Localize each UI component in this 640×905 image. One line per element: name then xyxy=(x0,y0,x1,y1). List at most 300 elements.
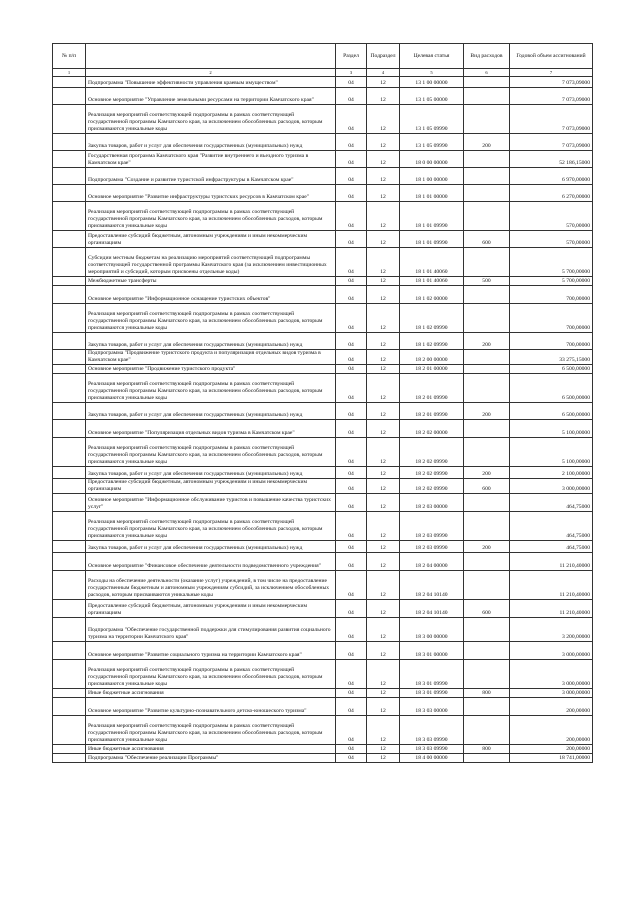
table-row xyxy=(53,364,593,373)
cell-expense-type xyxy=(464,350,510,365)
cell-target-article: 18 2 04 00000 xyxy=(400,552,464,570)
cell-section: 04 xyxy=(336,641,367,659)
cell-section: 04 xyxy=(336,552,367,570)
cell-name: Расходы на обеспечение деятельности (оказание услуг) учреждений, в том числе на предоставление государственным бюджетным и автономным учреждениям субсидий, за исключением обособленных расходов, которым присваиваются уникальные коды xyxy=(86,570,336,599)
header-expense-type: Вид расходов xyxy=(464,44,510,69)
cell-expense-type: 600 xyxy=(464,231,510,248)
cell-expense-type: 200 xyxy=(464,540,510,552)
table-row xyxy=(53,350,593,365)
cell-number xyxy=(53,105,86,134)
cell-name: Основное мероприятие "Финансовое обеспечение деятельности подведомственного учреждения" xyxy=(86,552,336,570)
cell-subsection: 12 xyxy=(367,753,400,762)
cell-expense-type xyxy=(464,659,510,688)
cell-annual-sum: 700,00000 xyxy=(510,286,593,304)
cell-target-article: 18 3 01 09990 xyxy=(400,659,464,688)
cell-target-article: 13 1 05 09990 xyxy=(400,134,464,151)
cell-annual-sum: 3 000,00000 xyxy=(510,688,593,697)
cell-subsection: 12 xyxy=(367,419,400,437)
cell-annual-sum: 200,00000 xyxy=(510,744,593,753)
cell-number xyxy=(53,77,86,88)
cell-target-article: 18 1 02 09990 xyxy=(400,304,464,333)
cell-annual-sum: 2 100,00000 xyxy=(510,466,593,478)
table-row xyxy=(53,185,593,202)
cell-subsection: 12 xyxy=(367,570,400,599)
cell-number xyxy=(53,286,86,304)
table-row xyxy=(53,466,593,478)
cell-subsection: 12 xyxy=(367,599,400,617)
column-number: 1 xyxy=(53,69,86,77)
cell-subsection: 12 xyxy=(367,77,400,88)
cell-target-article: 18 2 01 09990 xyxy=(400,402,464,419)
cell-annual-sum: 3 200,00000 xyxy=(510,617,593,641)
cell-name: Подпрограмма "Создание и развитие туристской инфраструктуры в Камчатском крае" xyxy=(86,168,336,185)
cell-annual-sum: 464,75000 xyxy=(510,493,593,511)
cell-section: 04 xyxy=(336,437,367,466)
cell-name: Реализация мероприятий соответствующей подпрограммы в рамках соответствующей государственной программы Камчатского края, за исключением обособленных расходов, которым присваиваются уникальные коды xyxy=(86,715,336,744)
cell-number xyxy=(53,88,86,105)
table-row xyxy=(53,286,593,304)
cell-section: 04 xyxy=(336,688,367,697)
table-row xyxy=(53,659,593,688)
table-row xyxy=(53,478,593,493)
cell-annual-sum: 200,00000 xyxy=(510,697,593,715)
cell-section: 04 xyxy=(336,248,367,277)
cell-subsection: 12 xyxy=(367,350,400,365)
cell-section: 04 xyxy=(336,744,367,753)
cell-expense-type xyxy=(464,248,510,277)
cell-subsection: 12 xyxy=(367,659,400,688)
cell-target-article: 13 1 05 00000 xyxy=(400,88,464,105)
cell-number xyxy=(53,185,86,202)
cell-section: 04 xyxy=(336,466,367,478)
cell-subsection: 12 xyxy=(367,697,400,715)
cell-number xyxy=(53,552,86,570)
cell-expense-type xyxy=(464,364,510,373)
cell-name: Предоставление субсидий бюджетным, автономным учреждениям и иным некоммерческим организациям xyxy=(86,478,336,493)
table-row xyxy=(53,373,593,402)
table-row xyxy=(53,168,593,185)
cell-section: 04 xyxy=(336,333,367,350)
cell-annual-sum: 464,75000 xyxy=(510,511,593,540)
cell-section: 04 xyxy=(336,540,367,552)
cell-number xyxy=(53,151,86,168)
cell-section: 04 xyxy=(336,231,367,248)
cell-name: Подпрограмма "Обеспечение государственной поддержки для стимулирования развития социального туризма на территории Камчатского края" xyxy=(86,617,336,641)
header-subsection: Подраздел xyxy=(367,44,400,69)
cell-target-article: 18 3 03 00000 xyxy=(400,697,464,715)
cell-number xyxy=(53,231,86,248)
table-row xyxy=(53,511,593,540)
cell-subsection: 12 xyxy=(367,105,400,134)
cell-name: Иные бюджетные ассигнования xyxy=(86,744,336,753)
cell-section: 04 xyxy=(336,134,367,151)
table-row xyxy=(53,697,593,715)
cell-subsection: 12 xyxy=(367,437,400,466)
cell-subsection: 12 xyxy=(367,617,400,641)
cell-name: Закупка товаров, работ и услуг для обеспечения государственных (муниципальных) нужд xyxy=(86,466,336,478)
table-row xyxy=(53,402,593,419)
cell-expense-type xyxy=(464,753,510,762)
cell-subsection: 12 xyxy=(367,134,400,151)
cell-subsection: 12 xyxy=(367,552,400,570)
cell-subsection: 12 xyxy=(367,540,400,552)
cell-name: Иные бюджетные ассигнования xyxy=(86,688,336,697)
cell-subsection: 12 xyxy=(367,277,400,286)
cell-target-article: 18 0 00 00000 xyxy=(400,151,464,168)
cell-number xyxy=(53,715,86,744)
cell-subsection: 12 xyxy=(367,248,400,277)
table-header xyxy=(53,44,593,77)
cell-expense-type xyxy=(464,185,510,202)
budget-table xyxy=(52,43,593,763)
cell-number xyxy=(53,373,86,402)
cell-number xyxy=(53,304,86,333)
cell-number xyxy=(53,350,86,365)
cell-number xyxy=(53,419,86,437)
column-number: 6 xyxy=(464,69,510,77)
cell-number xyxy=(53,478,86,493)
header-name xyxy=(86,44,336,69)
cell-section: 04 xyxy=(336,88,367,105)
cell-number xyxy=(53,168,86,185)
cell-number xyxy=(53,437,86,466)
table-row xyxy=(53,277,593,286)
cell-name: Реализация мероприятий соответствующей подпрограммы в рамках соответствующей государственной программы Камчатского края, за исключением обособленных расходов, которым присваиваются уникальные коды xyxy=(86,373,336,402)
cell-name: Реализация мероприятий соответствующей подпрограммы в рамках соответствующей государственной программы Камчатского края, за исключением обособленных расходов, которым присваиваются уникальные коды xyxy=(86,437,336,466)
cell-section: 04 xyxy=(336,511,367,540)
table-row xyxy=(53,570,593,599)
cell-name: Закупка товаров, работ и услуг для обеспечения государственных (муниципальных) нужд xyxy=(86,134,336,151)
cell-annual-sum: 11 210,40000 xyxy=(510,599,593,617)
cell-subsection: 12 xyxy=(367,304,400,333)
cell-target-article: 18 1 02 00000 xyxy=(400,286,464,304)
column-number: 2 xyxy=(86,69,336,77)
cell-subsection: 12 xyxy=(367,402,400,419)
cell-name: Закупка товаров, работ и услуг для обеспечения государственных (муниципальных) нужд xyxy=(86,402,336,419)
cell-annual-sum: 7 073,09000 xyxy=(510,105,593,134)
cell-name: Основное мероприятие "Развитие инфраструктуры туристских ресурсов в Камчатском крае" xyxy=(86,185,336,202)
table-row xyxy=(53,715,593,744)
cell-expense-type: 800 xyxy=(464,688,510,697)
table-row xyxy=(53,231,593,248)
cell-annual-sum: 6 970,00000 xyxy=(510,168,593,185)
cell-name: Закупка товаров, работ и услуг для обеспечения государственных (муниципальных) нужд xyxy=(86,333,336,350)
cell-target-article: 18 1 01 09990 xyxy=(400,231,464,248)
cell-target-article: 18 3 03 09990 xyxy=(400,715,464,744)
cell-subsection: 12 xyxy=(367,493,400,511)
table-row xyxy=(53,641,593,659)
cell-number xyxy=(53,617,86,641)
cell-name: Основное мероприятие "Развитие социального туризма на территории Камчатского края" xyxy=(86,641,336,659)
cell-number xyxy=(53,402,86,419)
table-row xyxy=(53,437,593,466)
cell-expense-type xyxy=(464,419,510,437)
table-row xyxy=(53,540,593,552)
cell-number xyxy=(53,599,86,617)
table-row xyxy=(53,753,593,762)
cell-number xyxy=(53,641,86,659)
cell-subsection: 12 xyxy=(367,641,400,659)
cell-annual-sum: 5 100,00000 xyxy=(510,437,593,466)
cell-target-article: 18 2 04 10140 xyxy=(400,570,464,599)
cell-annual-sum: 11 210,40000 xyxy=(510,552,593,570)
cell-subsection: 12 xyxy=(367,168,400,185)
cell-name: Предоставление субсидий бюджетным, автономным учреждениям и иным некоммерческим организациям xyxy=(86,231,336,248)
cell-number xyxy=(53,744,86,753)
cell-name: Реализация мероприятий соответствующей подпрограммы в рамках соответствующей государственной программы Камчатского края, за исключением обособленных расходов, которым присваиваются уникальные коды xyxy=(86,105,336,134)
cell-target-article: 18 1 01 40060 xyxy=(400,277,464,286)
cell-target-article: 18 3 03 09990 xyxy=(400,744,464,753)
cell-name: Основное мероприятие "Управление земельными ресурсами на территории Камчатского края" xyxy=(86,88,336,105)
cell-section: 04 xyxy=(336,277,367,286)
cell-annual-sum: 7 073,09000 xyxy=(510,134,593,151)
table-row xyxy=(53,202,593,231)
cell-name: Подпрограмма "Продвижение туристского продукта и популяризация отдельных видов туризма в Камчатском крае" xyxy=(86,350,336,365)
cell-subsection: 12 xyxy=(367,151,400,168)
cell-expense-type xyxy=(464,151,510,168)
cell-name: Основное мероприятие "Развитие культурно-познавательного детско-юношеского туризма" xyxy=(86,697,336,715)
cell-subsection: 12 xyxy=(367,688,400,697)
cell-name: Реализация мероприятий соответствующей подпрограммы в рамках соответствующей государственной программы Камчатского края, за исключением обособленных расходов, которым присваиваются уникальные коды xyxy=(86,202,336,231)
cell-number xyxy=(53,134,86,151)
cell-expense-type xyxy=(464,304,510,333)
cell-expense-type xyxy=(464,77,510,88)
cell-section: 04 xyxy=(336,168,367,185)
cell-annual-sum: 52 186,15000 xyxy=(510,151,593,168)
cell-annual-sum: 7 073,09000 xyxy=(510,88,593,105)
cell-name: Основное мероприятие "Информационное оснащение туристских объектов" xyxy=(86,286,336,304)
cell-subsection: 12 xyxy=(367,185,400,202)
cell-target-article: 13 1 00 00000 xyxy=(400,77,464,88)
cell-subsection: 12 xyxy=(367,466,400,478)
cell-name: Межбюджетные трансферты xyxy=(86,277,336,286)
column-number: 7 xyxy=(510,69,593,77)
cell-annual-sum: 6 270,00000 xyxy=(510,185,593,202)
cell-annual-sum: 6 500,00000 xyxy=(510,364,593,373)
cell-name: Предоставление субсидий бюджетным, автономным учреждениям и иным некоммерческим организациям xyxy=(86,599,336,617)
cell-target-article: 18 2 01 09990 xyxy=(400,373,464,402)
cell-subsection: 12 xyxy=(367,744,400,753)
cell-number xyxy=(53,753,86,762)
cell-target-article: 18 1 02 09990 xyxy=(400,333,464,350)
cell-expense-type xyxy=(464,373,510,402)
cell-target-article: 18 1 01 09990 xyxy=(400,202,464,231)
cell-section: 04 xyxy=(336,753,367,762)
cell-annual-sum: 5 700,00000 xyxy=(510,248,593,277)
cell-number xyxy=(53,688,86,697)
cell-annual-sum: 700,00000 xyxy=(510,333,593,350)
cell-target-article: 18 2 02 09990 xyxy=(400,437,464,466)
cell-target-article: 18 1 01 40060 xyxy=(400,248,464,277)
table-row xyxy=(53,419,593,437)
cell-annual-sum: 33 275,15000 xyxy=(510,350,593,365)
header-section: Раздел xyxy=(336,44,367,69)
cell-target-article: 18 2 02 00000 xyxy=(400,419,464,437)
cell-expense-type xyxy=(464,286,510,304)
cell-number xyxy=(53,570,86,599)
cell-expense-type: 800 xyxy=(464,744,510,753)
cell-number xyxy=(53,364,86,373)
cell-target-article: 18 1 01 00000 xyxy=(400,185,464,202)
cell-section: 04 xyxy=(336,617,367,641)
cell-section: 04 xyxy=(336,373,367,402)
cell-section: 04 xyxy=(336,286,367,304)
column-number: 5 xyxy=(400,69,464,77)
cell-subsection: 12 xyxy=(367,364,400,373)
cell-section: 04 xyxy=(336,599,367,617)
cell-expense-type xyxy=(464,617,510,641)
cell-name: Реализация мероприятий соответствующей подпрограммы в рамках соответствующей государственной программы Камчатского края, за исключением обособленных расходов, которым присваиваются уникальные коды xyxy=(86,511,336,540)
table-row xyxy=(53,134,593,151)
cell-target-article: 18 3 01 00000 xyxy=(400,641,464,659)
cell-expense-type xyxy=(464,493,510,511)
cell-subsection: 12 xyxy=(367,333,400,350)
cell-target-article: 18 2 01 00000 xyxy=(400,364,464,373)
cell-section: 04 xyxy=(336,364,367,373)
cell-target-article: 18 2 00 00000 xyxy=(400,350,464,365)
cell-annual-sum: 5 700,00000 xyxy=(510,277,593,286)
table-row xyxy=(53,744,593,753)
cell-subsection: 12 xyxy=(367,715,400,744)
cell-number xyxy=(53,466,86,478)
cell-expense-type xyxy=(464,437,510,466)
cell-number xyxy=(53,540,86,552)
cell-expense-type xyxy=(464,570,510,599)
cell-annual-sum: 570,00000 xyxy=(510,202,593,231)
cell-section: 04 xyxy=(336,659,367,688)
cell-annual-sum: 3 000,00000 xyxy=(510,641,593,659)
cell-annual-sum: 18 741,00000 xyxy=(510,753,593,762)
cell-section: 04 xyxy=(336,402,367,419)
cell-target-article: 18 3 01 09990 xyxy=(400,688,464,697)
cell-expense-type xyxy=(464,697,510,715)
cell-target-article: 18 2 02 09990 xyxy=(400,466,464,478)
header-no: № п/п xyxy=(53,44,86,69)
cell-annual-sum: 6 500,00000 xyxy=(510,373,593,402)
cell-expense-type: 600 xyxy=(464,478,510,493)
cell-name: Субсидии местным бюджетам на реализацию мероприятий соответствующей подпрограммы соответствующей государственной программы Камчатского края (за исключением инвестиционных мероприятий и субсидий, которым присвоены отдельные коды) xyxy=(86,248,336,277)
cell-expense-type: 200 xyxy=(464,402,510,419)
table-row xyxy=(53,617,593,641)
cell-name: Реализация мероприятий соответствующей подпрограммы в рамках соответствующей государственной программы Камчатского края, за исключением обособленных расходов, которым присваиваются уникальные коды xyxy=(86,659,336,688)
cell-subsection: 12 xyxy=(367,373,400,402)
cell-section: 04 xyxy=(336,715,367,744)
cell-number xyxy=(53,659,86,688)
table-row xyxy=(53,552,593,570)
table-body xyxy=(53,77,593,763)
cell-name: Государственная программа Камчатского края "Развитие внутреннего и въездного туризма в Камчатском крае" xyxy=(86,151,336,168)
cell-subsection: 12 xyxy=(367,231,400,248)
cell-annual-sum: 3 000,00000 xyxy=(510,478,593,493)
cell-number xyxy=(53,333,86,350)
cell-target-article: 18 4 00 00000 xyxy=(400,753,464,762)
cell-annual-sum: 200,00000 xyxy=(510,715,593,744)
cell-section: 04 xyxy=(336,202,367,231)
cell-section: 04 xyxy=(336,478,367,493)
cell-expense-type xyxy=(464,168,510,185)
table-row xyxy=(53,151,593,168)
cell-annual-sum: 7 073,09000 xyxy=(510,77,593,88)
cell-section: 04 xyxy=(336,350,367,365)
table-row xyxy=(53,248,593,277)
cell-target-article: 13 1 05 09990 xyxy=(400,105,464,134)
cell-expense-type xyxy=(464,715,510,744)
cell-name: Основное мероприятие "Информационное обслуживание туристов и повышение качества туристских услуг" xyxy=(86,493,336,511)
cell-annual-sum: 464,75000 xyxy=(510,540,593,552)
table-row xyxy=(53,88,593,105)
cell-section: 04 xyxy=(336,697,367,715)
cell-annual-sum: 6 500,00000 xyxy=(510,402,593,419)
cell-section: 04 xyxy=(336,77,367,88)
cell-subsection: 12 xyxy=(367,286,400,304)
cell-section: 04 xyxy=(336,419,367,437)
table-row xyxy=(53,493,593,511)
cell-target-article: 18 2 04 10140 xyxy=(400,599,464,617)
cell-annual-sum: 3 000,00000 xyxy=(510,659,593,688)
cell-expense-type xyxy=(464,552,510,570)
cell-number xyxy=(53,248,86,277)
table-row xyxy=(53,333,593,350)
cell-name: Подпрограмма "Обеспечение реализации Программы" xyxy=(86,753,336,762)
cell-name: Основное мероприятие "Продвижение туристского продукта" xyxy=(86,364,336,373)
cell-target-article: 18 3 00 00000 xyxy=(400,617,464,641)
cell-subsection: 12 xyxy=(367,202,400,231)
cell-section: 04 xyxy=(336,185,367,202)
cell-subsection: 12 xyxy=(367,88,400,105)
cell-name: Подпрограмма "Повышение эффективности управления краевым имуществом" xyxy=(86,77,336,88)
cell-section: 04 xyxy=(336,304,367,333)
cell-name: Закупка товаров, работ и услуг для обеспечения государственных (муниципальных) нужд xyxy=(86,540,336,552)
table-row xyxy=(53,105,593,134)
header-target-article: Целевая статья xyxy=(400,44,464,69)
table-row xyxy=(53,77,593,88)
cell-subsection: 12 xyxy=(367,478,400,493)
column-number: 4 xyxy=(367,69,400,77)
cell-annual-sum: 11 210,40000 xyxy=(510,570,593,599)
cell-expense-type xyxy=(464,202,510,231)
cell-expense-type: 600 xyxy=(464,599,510,617)
cell-expense-type xyxy=(464,641,510,659)
cell-name: Реализация мероприятий соответствующей подпрограммы в рамках соответствующей государственной программы Камчатского края, за исключением обособленных расходов, которым присваиваются уникальные коды xyxy=(86,304,336,333)
cell-subsection: 12 xyxy=(367,511,400,540)
cell-name: Основное мероприятие "Популяризация отдельных видов туризма в Камчатском крае" xyxy=(86,419,336,437)
cell-annual-sum: 570,00000 xyxy=(510,231,593,248)
cell-number xyxy=(53,511,86,540)
cell-expense-type: 200 xyxy=(464,134,510,151)
cell-target-article: 18 2 02 09990 xyxy=(400,478,464,493)
cell-target-article: 18 2 03 00000 xyxy=(400,493,464,511)
cell-annual-sum: 5 100,00000 xyxy=(510,419,593,437)
cell-expense-type xyxy=(464,511,510,540)
cell-expense-type xyxy=(464,105,510,134)
cell-section: 04 xyxy=(336,151,367,168)
cell-target-article: 18 2 03 09990 xyxy=(400,511,464,540)
cell-number xyxy=(53,493,86,511)
cell-number xyxy=(53,202,86,231)
cell-target-article: 18 1 00 00000 xyxy=(400,168,464,185)
table-row xyxy=(53,304,593,333)
cell-number xyxy=(53,277,86,286)
cell-expense-type: 200 xyxy=(464,333,510,350)
cell-section: 04 xyxy=(336,570,367,599)
cell-expense-type xyxy=(464,88,510,105)
cell-number xyxy=(53,697,86,715)
cell-section: 04 xyxy=(336,105,367,134)
cell-target-article: 18 2 03 09990 xyxy=(400,540,464,552)
cell-expense-type: 200 xyxy=(464,466,510,478)
table-row xyxy=(53,688,593,697)
cell-section: 04 xyxy=(336,493,367,511)
